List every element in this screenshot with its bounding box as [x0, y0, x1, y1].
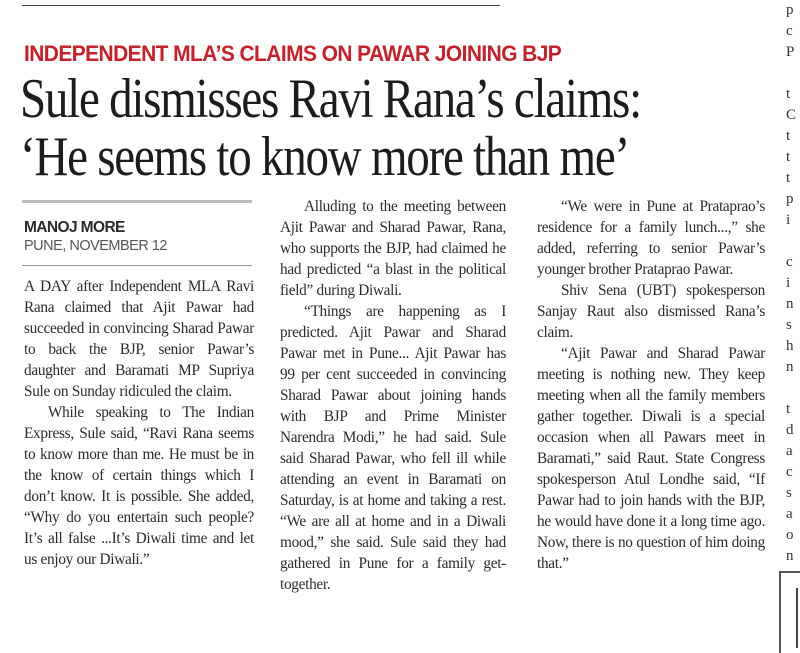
byline-divider [22, 200, 252, 203]
fragment-line: h [786, 338, 794, 354]
fragment-line: t [786, 149, 791, 165]
fragment-line: a [786, 443, 793, 459]
kicker: INDEPENDENT MLA’S CLAIMS ON PAWAR JOINING BJP [24, 41, 562, 66]
paragraph: While speaking to The Indian Express, Sule said, “Ravi Rana seems to know more than me. He must be in the know of certain things which I don’t know. It is possible. She added, “Why do you entertain such people? It’s all false ...It’s Diwali time and let us enjoy our Diwali.” [24, 404, 254, 568]
fragment-line: c [786, 464, 793, 480]
body-column-1 [24, 276, 254, 570]
fragment-line [786, 378, 800, 399]
fragment-line: p [786, 191, 794, 207]
fragment-line: s [786, 317, 792, 333]
fragment-line: n [786, 548, 794, 564]
fragment-line: i [786, 212, 791, 228]
headline-line-1: Sule dismisses Ravi Rana’s claims: [20, 68, 641, 130]
fragment-line: t [786, 401, 791, 417]
fragment-line [786, 231, 800, 252]
adjacent-article-fragment [786, 0, 800, 567]
fragment-line: p [786, 2, 794, 18]
adjacent-box-inner-rule [796, 588, 798, 648]
fragment-line: o [786, 527, 794, 543]
fragment-line [786, 63, 800, 84]
fragment-line: a [786, 506, 793, 522]
fragment-line: C [786, 107, 797, 123]
paragraph: Shiv Sena (UBT) spokesperson Sanjay Raut also dismissed Rana’s claim. [537, 282, 765, 341]
body-column-2 [280, 196, 506, 595]
fragment-line: s [786, 485, 792, 501]
fragment-line: n [786, 296, 794, 312]
author-byline: MANOJ MORE [24, 219, 125, 236]
fragment-line: t [786, 86, 791, 102]
fragment-line: d [786, 422, 794, 438]
paragraph: “Ajit Pawar and Sharad Pawar meeting is nothing new. They keep meeting when all the family members gather together. Diwali is a special occasion when all Pawars meet in Baramati,” said Raut. State Congress spokesperson Atul Londhe said, “If Pawar had to join hands with the BJP, he would have done it a long time ago. Now, there is no question of him doing that.” [537, 345, 765, 572]
fragment-line: P [786, 44, 795, 60]
fragment-line: t [786, 170, 791, 186]
fragment-line: c [786, 23, 793, 39]
fragment-line: c [786, 254, 793, 270]
dateline-divider [22, 265, 252, 266]
dateline: PUNE, NOVEMBER 12 [24, 238, 167, 254]
paragraph: “Things are happening as I predicted. Ajit Pawar and Sharad Pawar met in Pune... Ajit Pawar has 99 per cent succeeded in convincing Sharad Pawar about joining hands with BJP and Prime Minister Narendra Modi,” he had said. Sule said Sharad Pawar, who fell ill while attending an event in Baramati on Saturday, is at home and taking a rest. “We are all at home and in a Diwali mood,” she said. Sule said they had gathered in Pune for a family get-together. [280, 303, 506, 593]
body-column-3 [537, 196, 765, 574]
fragment-line: i [786, 275, 791, 291]
top-divider [22, 5, 500, 6]
paragraph: A DAY after Independent MLA Ravi Rana claimed that Ajit Pawar had succeeded in convincing Sharad Pawar to back the BJP, senior Pawar’s daughter and Baramati MP Supriya Sule on Sunday ridiculed the claim. [24, 278, 254, 400]
paragraph: Alluding to the meeting between Ajit Pawar and Sharad Pawar, Rana, who supports the BJP, had claimed he had predicted “a blast in the political field” during Diwali. [280, 198, 506, 299]
fragment-line: t [786, 128, 791, 144]
paragraph: “We were in Pune at Prataprao’s residence for a family lunch...,” she added, referring to senior Pawar’s younger brother Prataprao Pawar. [537, 198, 765, 278]
headline [20, 70, 641, 186]
fragment-line: n [786, 359, 794, 375]
headline-line-2: ‘He seems to know more than me’ [20, 126, 629, 188]
